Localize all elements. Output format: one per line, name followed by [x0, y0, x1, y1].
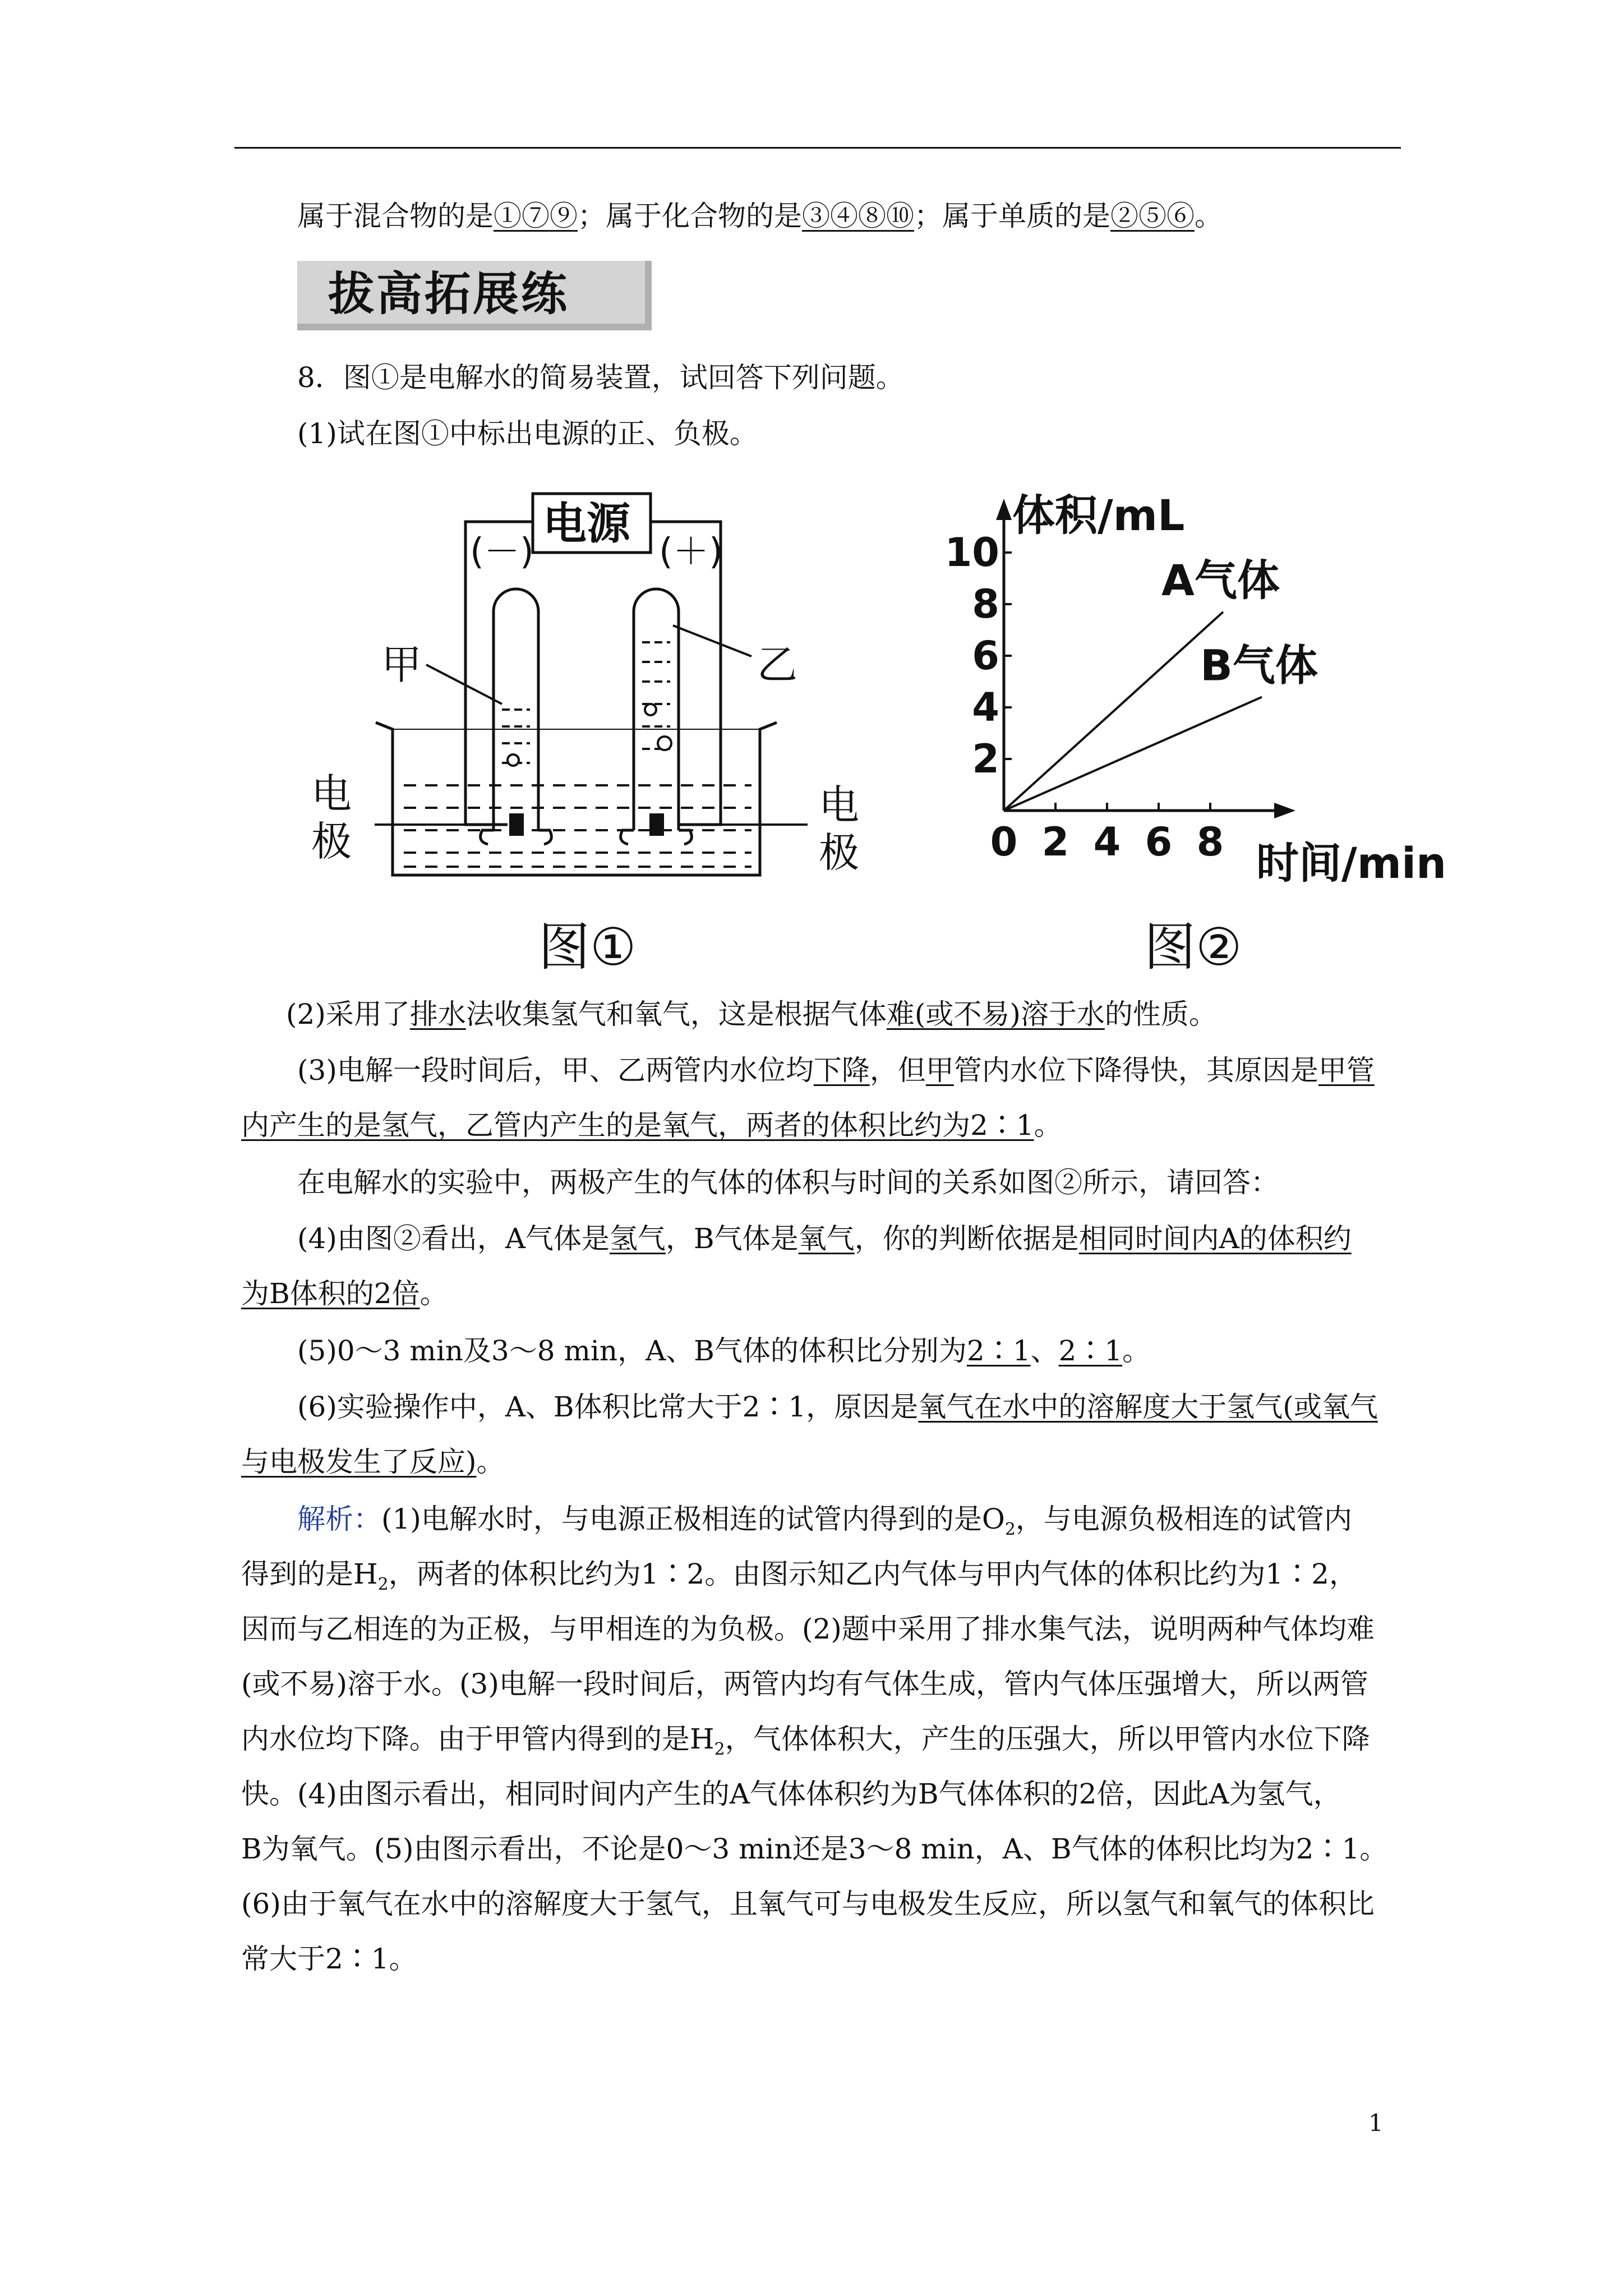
negative-pole-label: (－): [470, 531, 534, 573]
answer-3-2: 甲: [925, 1054, 954, 1087]
y-axis-arrow: [996, 499, 1012, 520]
figure1-caption: 图①: [538, 917, 637, 977]
electrode-left-label-1: 电: [311, 770, 352, 817]
series-line-a: [1004, 612, 1223, 811]
answer-4-3a: 相同时间内A的体积约: [1078, 1222, 1352, 1255]
positive-pole-label: (＋): [659, 531, 723, 573]
question-stem: 8．图①是电解水的简易装置，试回答下列问题。: [297, 361, 904, 394]
y-tick-label: 4: [972, 684, 999, 730]
figure2-caption: 图②: [1144, 917, 1242, 977]
answer-4-3b: 为B体积的2倍: [241, 1277, 420, 1310]
electrode-right-label-1: 电: [819, 781, 860, 829]
series-label-a: A气体: [1161, 555, 1280, 605]
tube-left-label: 甲: [381, 641, 422, 688]
x-tick-label: 2: [1041, 819, 1069, 865]
answer-3-3b: 内产生的是氢气，乙管内产生的是氧气，两者的体积比约为2∶1: [241, 1109, 1034, 1142]
answer-6-1b: 与电极发生了反应): [241, 1446, 477, 1478]
question-part-6: (6)实验操作中，A、B体积比常大于2∶1，原因是氧气在水中的溶解度大于氢气(或氧气: [297, 1391, 1378, 1423]
question-part-2: (2)采用了排水法收集氢气和氧气，这是根据气体难(或不易)溶于水的性质。: [286, 998, 1217, 1030]
answer-2-2: 难(或不易)溶于水: [886, 998, 1105, 1030]
question-part-1: (1)试在图①中标出电源的正、负极。: [297, 417, 758, 450]
answer-4-1: 氢气: [609, 1222, 666, 1255]
analysis-line-3: 因而与乙相连的为正极，与甲相连的为负极。(2)题中采用了排水集气法，说明两种气体均难: [241, 1613, 1375, 1645]
figures: [0, 0, 1623, 987]
compound-label: ；属于化合物的是: [578, 200, 802, 232]
series-line-b: [1004, 697, 1262, 811]
chart-ylabel: 体积/mL: [1012, 490, 1185, 540]
question-part-5: (5)0～3 min及3～8 min，A、B气体的体积比分别为2∶1、2∶1。: [297, 1335, 1151, 1367]
analysis-line-4: (或不易)溶于水。(3)电解一段时间后，两管内均有气体生成，管内气体压强增大，所以两管: [241, 1668, 1368, 1700]
analysis-line-5: 内水位均下降。由于甲管内得到的是$H_2$，气体体积大，产生的压强大，所以甲管内水位下降: [241, 1723, 1370, 1759]
page-number: 1: [1368, 2109, 1384, 2137]
series-label-b: B气体: [1200, 640, 1318, 691]
x-tick-label: 6: [1145, 819, 1173, 865]
y-tick-label: 2: [972, 736, 999, 782]
answer-3-1: 下降: [813, 1054, 870, 1087]
tube-right-label: 乙: [757, 641, 798, 688]
question-part-4-cont: 为B体积的2倍。: [241, 1277, 448, 1310]
volume-time-chart: [945, 499, 1318, 865]
analysis-line-2: 得到的是$H_2$，两者的体积比约为1∶2。由图示知乙内气体与甲内气体的体积比约为1∶2，: [241, 1558, 1357, 1594]
answer-3-3a: 甲管: [1318, 1054, 1375, 1087]
left-electrode: [509, 813, 524, 836]
question-part-6-cont: 与电极发生了反应)。: [241, 1446, 505, 1478]
answer-5-2: 2∶1: [1058, 1335, 1123, 1367]
analysis-line-9: 常大于2∶1。: [241, 1943, 417, 1975]
question-part-4: (4)由图②看出，A气体是氢气，B气体是氧气，你的判断依据是相同时间内A的体积约: [297, 1222, 1352, 1255]
power-label: 电源: [543, 499, 631, 549]
y-tick-label: 8: [972, 581, 999, 627]
x-tick-label: 0: [990, 819, 1018, 865]
question-part-3: (3)电解一段时间后，甲、乙两管内水位均下降，但甲管内水位下降得快，其原因是甲管: [297, 1054, 1375, 1087]
x-axis-arrow: [1274, 803, 1295, 818]
compound-answer: ③④⑧⑩: [802, 200, 914, 232]
element-answer: ②⑤⑥: [1110, 200, 1195, 232]
right-tube-water: [642, 642, 671, 750]
analysis-line-8: (6)由于氧气在水中的溶解度大于氢气，且氧气可与电极发生反应，所以氢气和氧气的体积比: [241, 1888, 1375, 1920]
answer-4-2: 氧气: [798, 1222, 855, 1255]
mixture-answer: ①⑦⑨: [494, 200, 578, 232]
element-label: ；属于单质的是: [914, 200, 1110, 232]
chart-xlabel: 时间/min: [1256, 838, 1447, 888]
classification-answer-line: 属于混合物的是①⑦⑨；属于化合物的是③④⑧⑩；属于单质的是②⑤⑥。: [297, 200, 1223, 232]
answer-2-1: 排水: [409, 998, 466, 1030]
analysis-line-6: 快。(4)由图示看出，相同时间内产生的A气体体积约为B气体体积的2倍，因此A为氢气，: [241, 1778, 1341, 1810]
left-tube-water: [502, 710, 530, 766]
analysis-line-7: B为氧气。(5)由图示看出，不论是0～3 min还是3～8 min，A、B气体的体积比均为2∶1。: [241, 1833, 1388, 1865]
x-tick-label: 8: [1196, 819, 1224, 865]
electrode-right-label-2: 极: [819, 829, 860, 876]
right-electrode: [649, 813, 664, 836]
mixture-label: 属于混合物的是: [297, 200, 494, 232]
answer-6-1a: 氧气在水中的溶解度大于氢气(或氧气: [918, 1391, 1378, 1423]
analysis-label: 解析：: [297, 1503, 381, 1535]
x-tick-label: 4: [1093, 819, 1121, 865]
y-tick-label: 10: [944, 530, 999, 576]
question-part-3-cont: 内产生的是氢气，乙管内产生的是氧气，两者的体积比约为2∶1。: [241, 1109, 1062, 1142]
figure2-intro: 在电解水的实验中，两极产生的气体的体积与时间的关系如图②所示，请回答：: [297, 1166, 1279, 1199]
section-title: 拔高拓展练: [328, 268, 570, 321]
y-tick-label: 6: [972, 633, 999, 679]
analysis-line-1: 解析：(1)电解水时，与电源正极相连的试管内得到的是$O_2$，与电源负极相连的试管内: [297, 1503, 1352, 1539]
electrode-left-label-2: 极: [311, 818, 352, 865]
answer-5-1: 2∶1: [966, 1335, 1031, 1367]
